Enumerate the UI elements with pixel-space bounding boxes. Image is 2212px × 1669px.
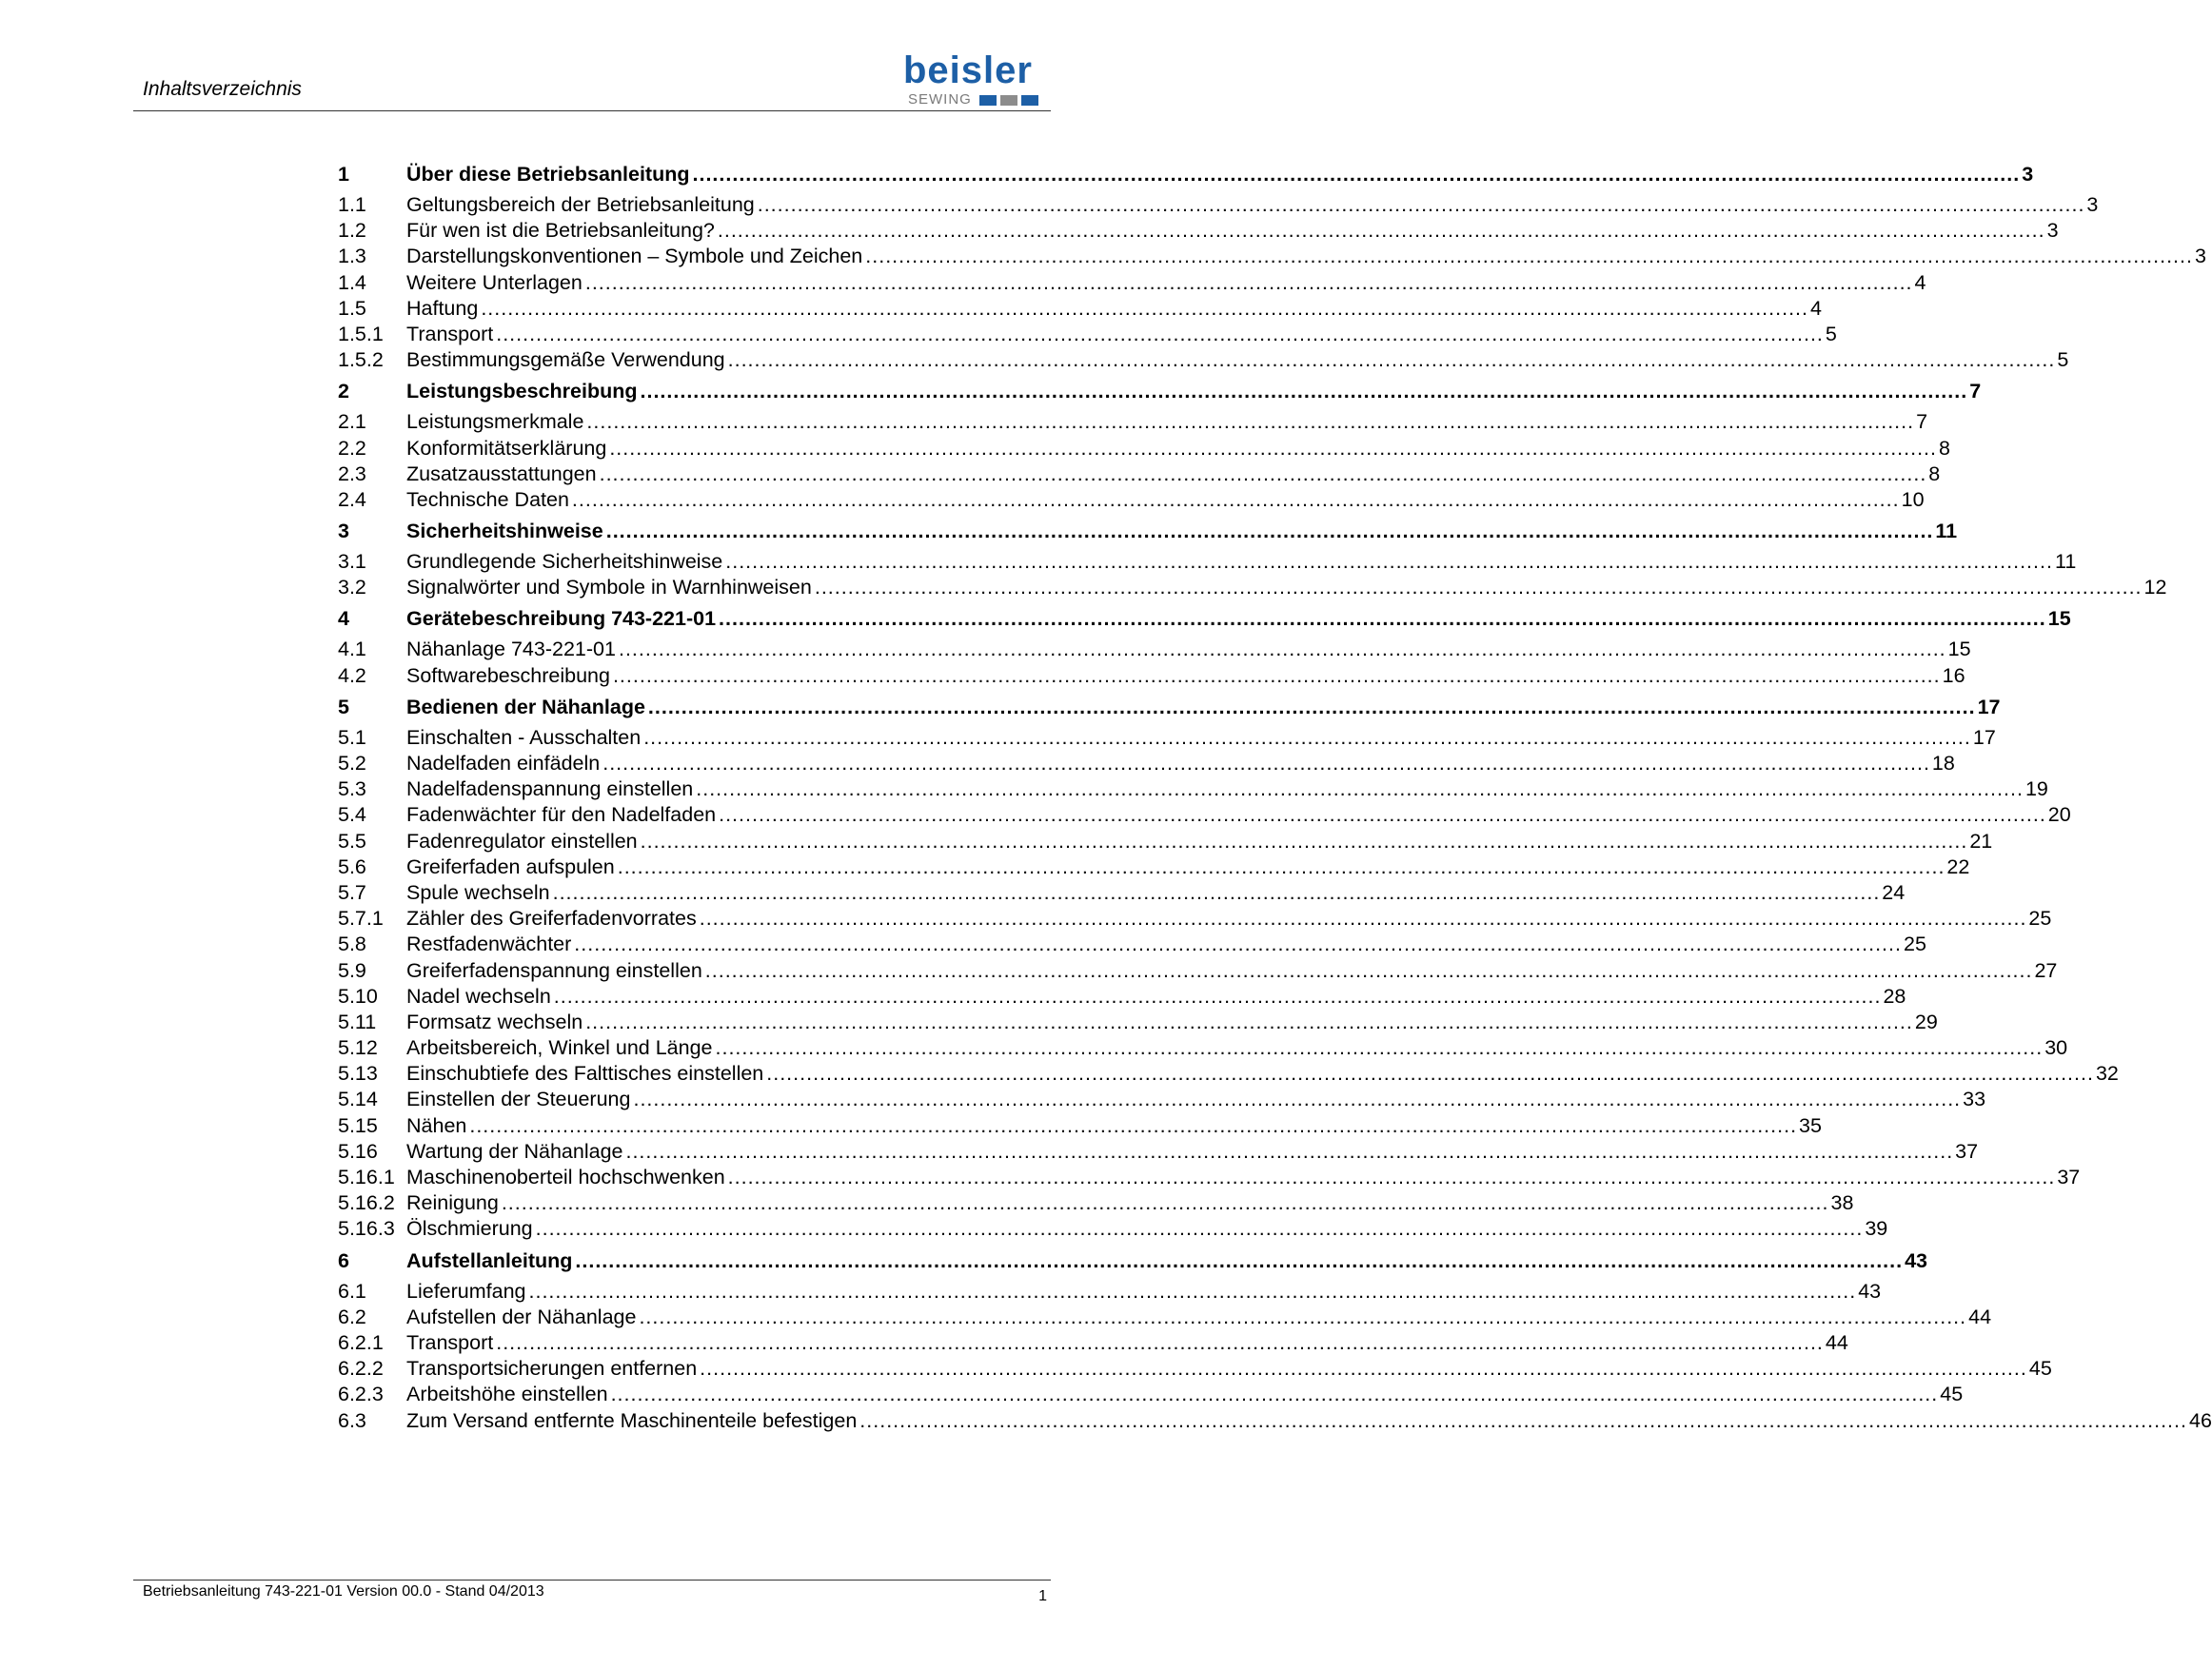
toc-entry-title: Maschinenoberteil hochschwenken	[406, 1166, 725, 1188]
toc-leader-dots: ........................................................................................................................................................................................................	[618, 638, 1946, 661]
toc-entry-title: Wartung der Nähanlage	[406, 1139, 623, 1163]
toc-leader-dots: ........................................................................................................................................................................................................	[699, 907, 2027, 931]
toc-leader-dots: ........................................................................................................................................................................................................	[625, 1139, 1954, 1163]
toc-leader-dots: ........................................................................................................................................................................................................	[717, 219, 2045, 243]
toc-entry-page: 8	[1939, 436, 1950, 460]
toc-entry-title: Zähler des Greiferfadenvorrates	[406, 907, 697, 931]
toc-entry-title: Sicherheitshinweise	[406, 520, 603, 543]
toc-entry[interactable]	[338, 436, 1950, 461]
footer-divider	[133, 1580, 1051, 1581]
toc-leader-dots: ........................................................................................................................................................................................................	[612, 663, 1941, 687]
toc-leader-dots: ........................................................................................................................................................................................................	[574, 933, 1902, 956]
table-of-contents	[338, 152, 2212, 1434]
toc-entry[interactable]	[338, 379, 1982, 409]
toc-entry[interactable]	[338, 776, 2048, 802]
toc-entry-page: 11	[2054, 550, 2077, 574]
toc-leader-dots: ........................................................................................................................................................................................................	[639, 1305, 1967, 1328]
toc-entry[interactable]	[338, 906, 2052, 932]
toc-entry-page: 30	[2044, 1036, 2068, 1060]
toc-leader-dots: ........................................................................................................................................................................................................	[643, 725, 1971, 749]
toc-entry-number: 5.5	[338, 829, 366, 853]
toc-entry-number: 5.16	[338, 1139, 378, 1163]
toc-entry-number: 5.16.2	[338, 1191, 395, 1215]
toc-entry-title: Restfadenwächter	[406, 933, 572, 956]
toc-entry-page: 44	[1968, 1305, 1992, 1328]
toc-entry-number: 5.6	[338, 854, 366, 878]
toc-entry-page: 7	[1916, 410, 1928, 434]
toc-entry-title: Aufstellanleitung	[406, 1248, 573, 1272]
logo-wordmark: beisler	[903, 49, 1033, 91]
toc-entry-page: 11	[1935, 520, 1958, 543]
toc-entry-number: 5.1	[338, 725, 366, 749]
toc-entry-page: 12	[2143, 576, 2167, 599]
toc-entry-title: Reinigung	[406, 1191, 499, 1215]
toc-entry-number: 2.1	[338, 410, 366, 434]
toc-entry[interactable]	[338, 409, 1928, 435]
toc-entry-title: Spule wechseln	[406, 880, 550, 904]
toc-entry-number: 5.2	[338, 752, 366, 775]
toc-entry[interactable]	[338, 880, 1906, 906]
toc-entry-number: 5.15	[338, 1113, 378, 1137]
toc-entry[interactable]	[338, 347, 2069, 373]
toc-entry-title: Konformitätserklärung	[406, 436, 607, 460]
toc-entry-title: Einschubtiefe des Falttisches einstellen	[406, 1062, 764, 1086]
toc-entry-number: 1.2	[338, 219, 366, 243]
toc-entry-page: 21	[1969, 829, 1993, 853]
toc-entry-number: 2.3	[338, 461, 366, 485]
toc-entry[interactable]	[338, 162, 2034, 192]
toc-entry[interactable]	[338, 1248, 1928, 1279]
toc-leader-dots: ........................................................................................................................................................................................................	[528, 1279, 1857, 1303]
toc-entry-number: 3.2	[338, 576, 366, 599]
toc-entry[interactable]	[338, 637, 1971, 662]
toc-entry-page: 22	[1946, 854, 1970, 878]
toc-entry-page: 46	[2188, 1408, 2212, 1432]
toc-entry-page: 33	[1963, 1088, 1986, 1111]
toc-entry[interactable]	[338, 695, 2001, 725]
toc-entry[interactable]	[338, 519, 1958, 549]
toc-entry-title: Fadenwächter für den Nadelfaden	[406, 803, 717, 827]
toc-leader-dots: ........................................................................................................................................................................................................	[605, 520, 1934, 543]
toc-entry-number: 1.5.2	[338, 348, 384, 372]
header-divider	[133, 110, 1051, 111]
toc-leader-dots: ........................................................................................................................................................................................................	[633, 1088, 1962, 1111]
toc-entry-number: 5.10	[338, 984, 378, 1008]
toc-entry-page: 18	[1931, 752, 1955, 775]
toc-entry-page: 43	[1905, 1248, 1928, 1272]
toc-leader-dots: ........................................................................................................................................................................................................	[575, 1248, 1904, 1272]
toc-entry[interactable]	[338, 1061, 2119, 1087]
toc-leader-dots: ........................................................................................................................................................................................................	[727, 348, 2056, 372]
toc-leader-dots: ........................................................................................................................................................................................................	[481, 296, 1808, 320]
toc-entry-title: Nähanlage 743-221-01	[406, 638, 616, 661]
toc-entry-page: 3	[2046, 219, 2059, 243]
toc-leader-dots: ........................................................................................................................................................................................................	[571, 487, 1900, 511]
toc-leader-dots: ........................................................................................................................................................................................................	[757, 193, 2085, 216]
toc-leader-dots: ........................................................................................................................................................................................................	[609, 436, 1938, 460]
toc-leader-dots: ........................................................................................................................................................................................................	[692, 163, 2021, 186]
toc-entry-number: 2.2	[338, 436, 366, 460]
toc-entry-title: Signalwörter und Symbole in Warnhinweisen	[406, 576, 812, 599]
toc-entry-number: 6.3	[338, 1408, 366, 1432]
toc-entry-title: Transportsicherungen entfernen	[406, 1357, 698, 1381]
toc-entry-page: 3	[2194, 245, 2206, 268]
toc-entry-title: Arbeitsbereich, Winkel und Länge	[406, 1036, 713, 1060]
toc-entry-title: Ölschmierung	[406, 1217, 533, 1241]
toc-entry-title: Softwarebeschreibung	[406, 663, 610, 687]
toc-leader-dots: ........................................................................................................................................................................................................	[696, 777, 2024, 801]
toc-leader-dots: ........................................................................................................................................................................................................	[719, 803, 2046, 827]
toc-entry-title: Fadenregulator einstellen	[406, 829, 638, 853]
toc-entry[interactable]	[338, 244, 2206, 269]
toc-entry-page: 35	[1799, 1113, 1822, 1137]
toc-entry[interactable]	[338, 1165, 2081, 1190]
toc-entry-title: Bestimmungsgemäße Verwendung	[406, 348, 725, 372]
toc-entry-page: 32	[2095, 1062, 2119, 1086]
toc-leader-dots: ........................................................................................................................................................................................................	[814, 576, 2143, 599]
toc-entry[interactable]	[338, 1087, 1986, 1112]
toc-entry-number: 5.3	[338, 777, 366, 801]
toc-entry-title: Leistungsmerkmale	[406, 410, 584, 434]
toc-entry-page: 3	[2022, 163, 2034, 186]
toc-entry-title: Bedienen der Nähanlage	[406, 695, 645, 718]
toc-entry-page: 24	[1882, 880, 1906, 904]
toc-entry-number: 4	[338, 607, 349, 631]
toc-entry-number: 5.16.3	[338, 1217, 395, 1241]
toc-entry-number: 1.5	[338, 296, 366, 320]
toc-entry-title: Greiferfadenspannung einstellen	[406, 958, 702, 982]
toc-entry-page: 20	[2047, 803, 2071, 827]
toc-entry-number: 6	[338, 1248, 349, 1272]
toc-entry[interactable]	[338, 1035, 2068, 1061]
toc-entry-title: Lieferumfang	[406, 1279, 526, 1303]
toc-entry-number: 1.5.1	[338, 322, 384, 345]
toc-entry-title: Technische Daten	[406, 487, 569, 511]
toc-entry-page: 37	[2057, 1166, 2081, 1188]
toc-entry[interactable]	[338, 1113, 1822, 1139]
toc-leader-dots: ........................................................................................................................................................................................................	[584, 270, 1913, 294]
toc-entry-title: Einschalten - Ausschalten	[406, 725, 642, 749]
toc-entry-page: 17	[1977, 695, 2001, 718]
toc-leader-dots: ........................................................................................................................................................................................................	[501, 1191, 1829, 1215]
toc-leader-dots: ........................................................................................................................................................................................................	[535, 1217, 1864, 1241]
toc-entry-title: Gerätebeschreibung 743-221-01	[406, 607, 717, 631]
toc-entry-page: 4	[1810, 296, 1822, 320]
toc-entry-title: Darstellungskonventionen – Symbole und Zeichen	[406, 245, 863, 268]
toc-leader-dots: ........................................................................................................................................................................................................	[599, 461, 1927, 485]
toc-entry-page: 29	[1914, 1010, 1938, 1033]
toc-entry-title: Geltungsbereich der Betriebsanleitung	[406, 193, 755, 216]
toc-entry[interactable]	[338, 751, 1955, 776]
toc-entry-number: 5.7	[338, 880, 366, 904]
toc-entry-page: 10	[1901, 487, 1925, 511]
toc-entry[interactable]	[338, 296, 1822, 322]
toc-entry-title: Aufstellen der Nähanlage	[406, 1305, 637, 1328]
toc-entry-title: Greiferfaden aufspulen	[406, 854, 615, 878]
toc-entry[interactable]	[338, 322, 1837, 347]
toc-entry[interactable]	[338, 932, 1926, 957]
toc-entry-number: 4.2	[338, 663, 366, 687]
toc-entry-title: Nadelfaden einfädeln	[406, 752, 601, 775]
toc-entry-page: 37	[1955, 1139, 1979, 1163]
toc-entry-number: 2.4	[338, 487, 366, 511]
toc-entry[interactable]	[338, 854, 1970, 880]
toc-entry[interactable]	[338, 725, 1996, 751]
toc-entry-number: 6.2.1	[338, 1330, 384, 1354]
toc-entry-page: 4	[1914, 270, 1926, 294]
toc-entry-page: 27	[2034, 958, 2058, 982]
toc-entry-number: 4.1	[338, 638, 366, 661]
toc-entry[interactable]	[338, 802, 2071, 828]
toc-entry-page: 28	[1883, 984, 1906, 1008]
toc-leader-dots: ........................................................................................................................................................................................................	[704, 958, 2033, 982]
footer-page-number: 1	[1038, 1588, 1047, 1604]
toc-entry-page: 15	[1947, 638, 1971, 661]
toc-entry[interactable]	[338, 1382, 1964, 1407]
toc-entry-title: Haftung	[406, 296, 479, 320]
toc-leader-dots: ........................................................................................................................................................................................................	[715, 1036, 2044, 1060]
toc-leader-dots: ........................................................................................................................................................................................................	[617, 854, 1945, 878]
toc-entry-title: Für wen ist die Betriebsanleitung?	[406, 219, 715, 243]
beisler-logo	[903, 49, 1051, 110]
toc-leader-dots: ........................................................................................................................................................................................................	[727, 1166, 2056, 1188]
toc-entry-page: 5	[1825, 322, 1837, 345]
toc-entry-title: Nähen	[406, 1113, 467, 1137]
toc-entry-title: Nadel wechseln	[406, 984, 551, 1008]
toc-entry-page: 39	[1865, 1217, 1888, 1241]
logo-subtitle: SEWING	[908, 91, 972, 108]
toc-entry-number: 6.2.3	[338, 1383, 384, 1406]
toc-entry-title: Zusatzausstattungen	[406, 461, 597, 485]
toc-entry-number: 5.8	[338, 933, 366, 956]
toc-entry[interactable]	[338, 606, 2071, 637]
toc-entry-page: 25	[1903, 933, 1926, 956]
toc-entry[interactable]	[338, 218, 2059, 244]
footer-document-info: Betriebsanleitung 743-221-01 Version 00.0 - Stand 04/2013	[143, 1583, 544, 1600]
toc-entry-number: 5.11	[338, 1010, 377, 1033]
logo-square-grey	[1000, 95, 1017, 106]
toc-leader-dots: ........................................................................................................................................................................................................	[865, 245, 2193, 268]
toc-entry-number: 5.7.1	[338, 907, 384, 931]
toc-entry[interactable]	[338, 1190, 1854, 1216]
toc-entry-title: Zum Versand entfernte Maschinenteile befestigen	[406, 1408, 858, 1432]
toc-leader-dots: ........................................................................................................................................................................................................	[552, 880, 1881, 904]
toc-entry-number: 5.9	[338, 958, 366, 982]
toc-entry-page: 45	[1940, 1383, 1964, 1406]
toc-leader-dots: ........................................................................................................................................................................................................	[725, 550, 2053, 574]
toc-entry-page: 44	[1825, 1330, 1848, 1354]
toc-entry[interactable]	[338, 958, 2058, 984]
toc-entry-page: 7	[1969, 380, 1982, 403]
toc-entry-page: 43	[1858, 1279, 1882, 1303]
logo-square-blue	[979, 95, 997, 106]
toc-entry[interactable]	[338, 1330, 1848, 1356]
toc-entry-number: 5.13	[338, 1062, 378, 1086]
toc-leader-dots: ........................................................................................................................................................................................................	[610, 1383, 1939, 1406]
toc-entry-number: 2	[338, 380, 349, 403]
toc-leader-dots: ........................................................................................................................................................................................................	[859, 1408, 2187, 1432]
toc-entry-title: Einstellen der Steuerung	[406, 1088, 631, 1111]
toc-entry-title: Leistungsbeschreibung	[406, 380, 638, 403]
toc-entry[interactable]	[338, 1216, 1888, 1242]
logo-square-blue-2	[1021, 95, 1038, 106]
toc-leader-dots: ........................................................................................................................................................................................................	[766, 1062, 2094, 1086]
toc-entry[interactable]	[338, 829, 1993, 854]
toc-entry[interactable]	[338, 487, 1925, 513]
toc-entry-title: Transport	[406, 322, 494, 345]
toc-leader-dots: ........................................................................................................................................................................................................	[553, 984, 1882, 1008]
toc-entry-number: 6.2	[338, 1305, 366, 1328]
toc-entry-title: Transport	[406, 1330, 494, 1354]
toc-entry[interactable]	[338, 1139, 1979, 1165]
toc-entry-title: Nadelfadenspannung einstellen	[406, 777, 694, 801]
toc-entry-page: 16	[1942, 663, 1965, 687]
toc-entry[interactable]	[338, 192, 2099, 218]
toc-entry[interactable]	[338, 1305, 1992, 1330]
toc-entry-number: 6.2.2	[338, 1357, 384, 1381]
toc-entry[interactable]	[338, 1010, 1938, 1035]
toc-entry-page: 8	[1928, 461, 1941, 485]
toc-entry-title: Formsatz wechseln	[406, 1010, 583, 1033]
toc-leader-dots: ........................................................................................................................................................................................................	[496, 322, 1824, 345]
toc-entry[interactable]	[338, 1279, 1882, 1305]
toc-leader-dots: ........................................................................................................................................................................................................	[496, 1330, 1824, 1354]
toc-entry-page: 15	[2047, 607, 2071, 631]
toc-entry-title: Grundlegende Sicherheitshinweise	[406, 550, 723, 574]
toc-entry[interactable]	[338, 549, 2077, 575]
toc-entry-page: 25	[2028, 907, 2052, 931]
toc-leader-dots: ........................................................................................................................................................................................................	[585, 1010, 1913, 1033]
toc-leader-dots: ........................................................................................................................................................................................................	[469, 1113, 1798, 1137]
toc-leader-dots: ........................................................................................................................................................................................................	[700, 1357, 2027, 1381]
toc-leader-dots: ........................................................................................................................................................................................................	[640, 380, 1968, 403]
toc-entry[interactable]	[338, 461, 1941, 487]
toc-leader-dots: ........................................................................................................................................................................................................	[602, 752, 1930, 775]
toc-entry-number: 5.14	[338, 1088, 378, 1111]
toc-entry-number: 1.4	[338, 270, 366, 294]
toc-entry-page: 5	[2057, 348, 2069, 372]
toc-entry-page: 17	[1972, 725, 1996, 749]
toc-entry-page: 3	[2086, 193, 2099, 216]
toc-entry-number: 3	[338, 520, 349, 543]
toc-leader-dots: ........................................................................................................................................................................................................	[719, 607, 2046, 631]
toc-entry[interactable]	[338, 270, 1926, 296]
page-header-title: Inhaltsverzeichnis	[143, 78, 302, 100]
toc-entry-number: 1	[338, 163, 349, 186]
toc-entry-number: 1.3	[338, 245, 366, 268]
toc-leader-dots: ........................................................................................................................................................................................................	[586, 410, 1915, 434]
toc-entry[interactable]	[338, 984, 1906, 1010]
toc-entry-number: 5.16.1	[338, 1166, 395, 1188]
toc-leader-dots: ........................................................................................................................................................................................................	[640, 829, 1968, 853]
toc-leader-dots: ........................................................................................................................................................................................................	[647, 695, 1976, 718]
toc-entry-title: Über diese Betriebsanleitung	[406, 163, 690, 186]
toc-entry[interactable]	[338, 663, 1965, 689]
toc-entry-number: 5	[338, 695, 349, 718]
toc-entry-page: 19	[2024, 777, 2048, 801]
toc-entry[interactable]	[338, 575, 2167, 600]
toc-entry[interactable]	[338, 1356, 2052, 1382]
toc-entry-number: 6.1	[338, 1279, 366, 1303]
toc-entry-page: 38	[1830, 1191, 1854, 1215]
toc-entry-number: 5.12	[338, 1036, 378, 1060]
toc-entry-number: 5.4	[338, 803, 366, 827]
toc-entry-title: Weitere Unterlagen	[406, 270, 583, 294]
toc-entry-number: 3.1	[338, 550, 366, 574]
toc-entry-number: 1.1	[338, 193, 366, 216]
toc-entry-page: 45	[2028, 1357, 2052, 1381]
toc-entry[interactable]	[338, 1408, 2212, 1434]
toc-entry-title: Arbeitshöhe einstellen	[406, 1383, 608, 1406]
